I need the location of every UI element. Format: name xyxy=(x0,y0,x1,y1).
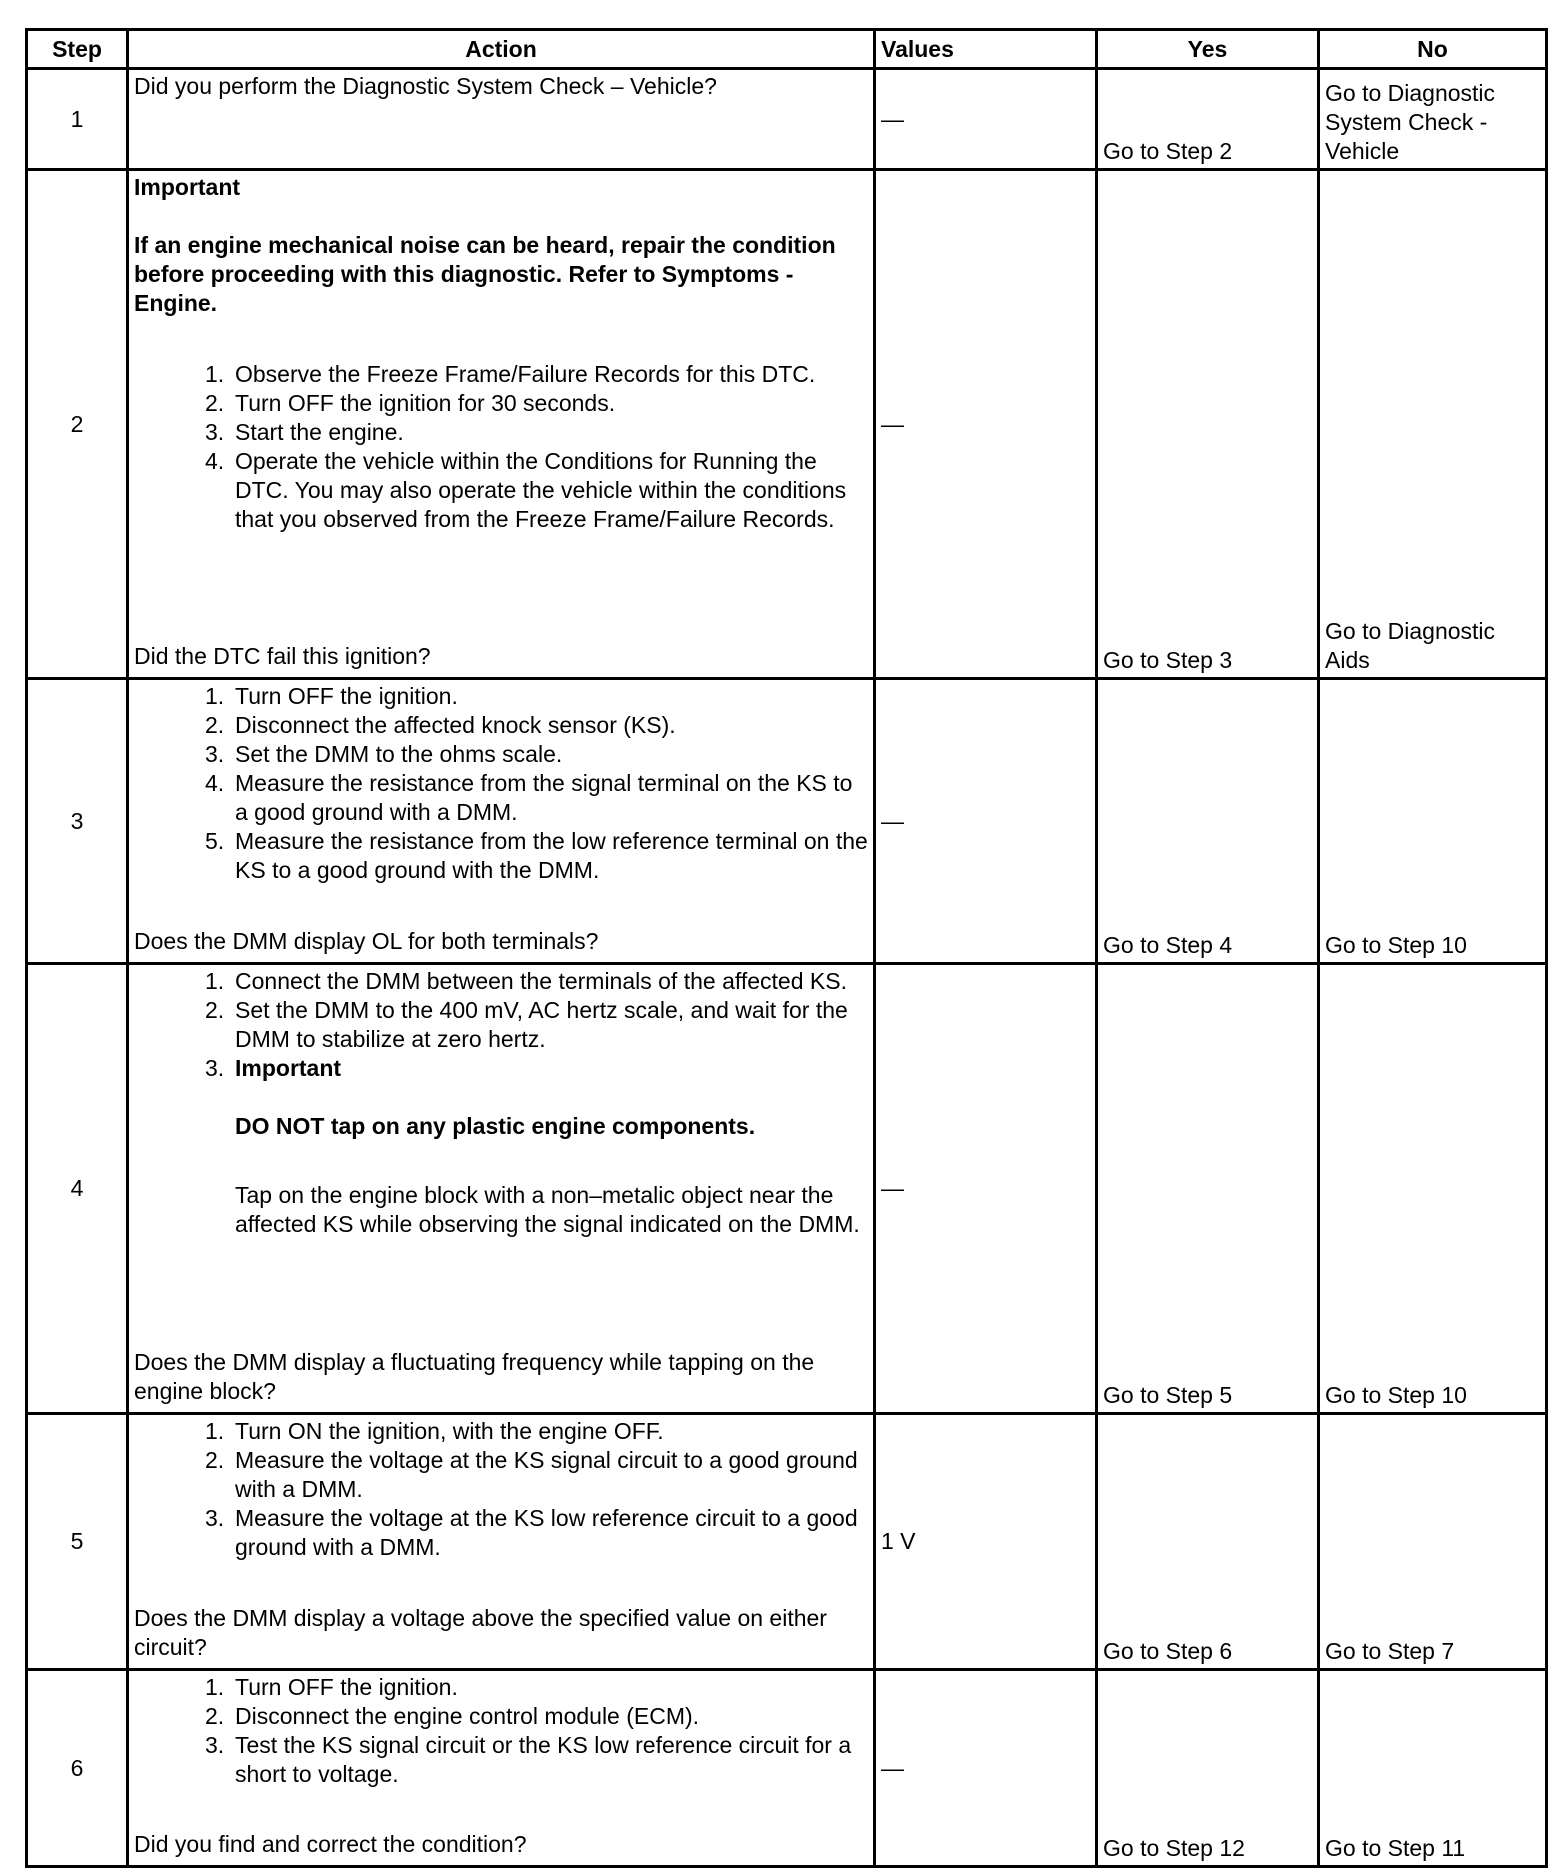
step-question: Does the DMM display a voltage above the specified value on either circuit? xyxy=(134,1605,827,1660)
header-row xyxy=(27,30,1547,69)
yes-cell: Go to Step 5 xyxy=(1097,964,1319,1414)
value-cell: — xyxy=(875,964,1097,1414)
header-no: No xyxy=(1319,30,1547,69)
list-item: 4. Measure the resistance from the signal terminal on the KS to a good ground with a DMM. xyxy=(205,770,853,825)
yes-cell: Go to Step 4 xyxy=(1097,679,1319,964)
procedure-list xyxy=(134,1673,868,1789)
list-item: 3. Important DO NOT tap on any plastic engine components. Tap on the engine block with a non–metalic object near the affected KS while observing the signal indicated on the DMM. xyxy=(134,1054,868,1239)
step-question: Does the DMM display OL for both terminals? xyxy=(134,928,599,954)
procedure-list xyxy=(134,1417,868,1562)
table-row-step-1 xyxy=(27,69,1547,170)
step-number: 2 xyxy=(27,170,128,679)
value-cell: 1 V xyxy=(875,1414,1097,1670)
table-row-step-6 xyxy=(27,1670,1547,1867)
step-question: Did you perform the Diagnostic System Check – Vehicle? xyxy=(134,73,717,99)
header-action: Action xyxy=(128,30,875,69)
step-question: Does the DMM display a fluctuating frequency while tapping on the engine block? xyxy=(134,1349,815,1404)
table-row-step-5 xyxy=(27,1414,1547,1670)
procedure-list xyxy=(134,967,868,1239)
important-title: Important xyxy=(134,174,241,200)
step-question: Did the DTC fail this ignition? xyxy=(134,643,431,669)
step-number: 4 xyxy=(27,964,128,1414)
procedure-list xyxy=(134,360,868,534)
list-item: 4. Operate the vehicle within the Conditions for Running the DTC. You may also operate the vehicle within the conditions that you observed from the Freeze Frame/Failure Records. xyxy=(205,448,847,532)
diagnostic-sheet xyxy=(25,28,1545,1866)
list-item: 2. Disconnect the engine control module (ECM). xyxy=(205,1703,700,1729)
list-item: 1. Turn OFF the ignition. xyxy=(205,683,458,709)
list-item: 3. Test the KS signal circuit or the KS low reference circuit for a short to voltage. xyxy=(205,1732,852,1787)
header-step: Step xyxy=(27,30,128,69)
list-item: 2. Turn OFF the ignition for 30 seconds. xyxy=(205,390,616,416)
step-number: 1 xyxy=(27,69,128,170)
no-cell: Go to Step 10 xyxy=(1319,679,1547,964)
yes-cell: Go to Step 12 xyxy=(1097,1670,1319,1867)
no-cell: Go to Step 7 xyxy=(1319,1414,1547,1670)
action-cell xyxy=(128,964,875,1414)
no-cell: Go to Step 11 xyxy=(1319,1670,1547,1867)
value-cell: — xyxy=(875,679,1097,964)
step-number: 3 xyxy=(27,679,128,964)
table-row-step-2 xyxy=(27,170,1547,679)
step-number: 6 xyxy=(27,1670,128,1867)
list-item: 1. Turn ON the ignition, with the engine OFF. xyxy=(205,1418,664,1444)
no-cell: Go to Diagnostic System Check - Vehicle xyxy=(1319,69,1547,170)
diagnostic-table xyxy=(25,28,1548,1868)
action-cell xyxy=(128,679,875,964)
value-cell: — xyxy=(875,170,1097,679)
list-item: 2. Disconnect the affected knock sensor (KS). xyxy=(205,712,676,738)
value-cell: — xyxy=(875,69,1097,170)
step-number: 5 xyxy=(27,1414,128,1670)
yes-cell: Go to Step 3 xyxy=(1097,170,1319,679)
important-text: DO NOT tap on any plastic engine components. xyxy=(235,1113,756,1139)
list-item: 2. Measure the voltage at the KS signal circuit to a good ground with a DMM. xyxy=(205,1447,858,1502)
list-item: 1. Connect the DMM between the terminals of the affected KS. xyxy=(205,968,847,994)
list-item: 1. Turn OFF the ignition. xyxy=(205,1674,458,1700)
step-question: Did you find and correct the condition? xyxy=(134,1831,527,1857)
list-item: 3. Start the engine. xyxy=(205,419,404,445)
important-title: Important xyxy=(235,1055,342,1081)
list-item: 3. Set the DMM to the ohms scale. xyxy=(205,741,563,767)
action-cell xyxy=(128,69,875,170)
yes-cell: Go to Step 2 xyxy=(1097,69,1319,170)
list-item: 1. Observe the Freeze Frame/Failure Records for this DTC. xyxy=(205,361,816,387)
action-cell xyxy=(128,1670,875,1867)
important-text: If an engine mechanical noise can be heard, repair the condition before proceeding with this diagnostic. Refer to Symptoms - Engine. xyxy=(134,232,836,316)
list-item: 5. Measure the resistance from the low reference terminal on the KS to a good ground with the DMM. xyxy=(205,828,868,883)
step-instruction: Tap on the engine block with a non–metalic object near the affected KS while observing the signal indicated on the DMM. xyxy=(235,1182,860,1237)
yes-cell: Go to Step 6 xyxy=(1097,1414,1319,1670)
list-item: 3. Measure the voltage at the KS low reference circuit to a good ground with a DMM. xyxy=(205,1505,858,1560)
no-cell: Go to Diagnostic Aids xyxy=(1319,170,1547,679)
action-cell xyxy=(128,1414,875,1670)
header-values: Values xyxy=(875,30,1097,69)
action-cell xyxy=(128,170,875,679)
table-row-step-3 xyxy=(27,679,1547,964)
list-item: 2. Set the DMM to the 400 mV, AC hertz scale, and wait for the DMM to stabilize at zero hertz. xyxy=(205,997,848,1052)
procedure-list xyxy=(134,682,868,885)
no-cell: Go to Step 10 xyxy=(1319,964,1547,1414)
header-yes: Yes xyxy=(1097,30,1319,69)
table-row-step-4 xyxy=(27,964,1547,1414)
value-cell: — xyxy=(875,1670,1097,1867)
